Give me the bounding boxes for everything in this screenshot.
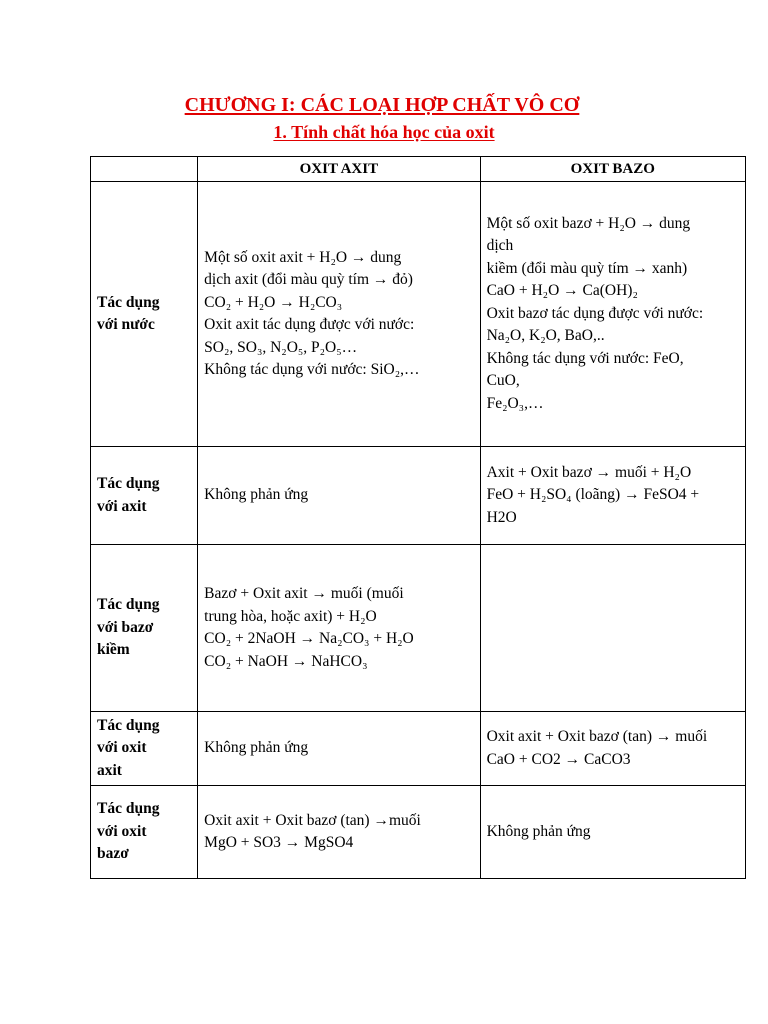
basic-oxide-cell-line: kiềm (đổi màu quỳ tím → xanh) [486,259,688,277]
basic-oxide-cell-line: Oxit axit + Oxit bazơ (tan) → muối [486,728,708,745]
acidic-oxide-cell-line: Không tác dụng với nước: SiO₂,… [204,361,420,378]
row-label-line: Tác dụng [97,293,160,311]
acidic-oxide-cell-line: Oxit axit + Oxit bazơ (tan) →muối [204,811,421,829]
acidic-oxide-cell-line: MgO + SO3 → MgSO4 [204,834,354,851]
acidic-oxide-cell-line: Bazơ + Oxit axit → muối (muối [204,585,404,602]
acidic-oxide-cell-line: CO₂ + NaOH → NaHCO₃ [204,652,368,670]
acidic-oxide-cell-line: CO₂ + 2NaOH → Na₂CO₃ + H₂O [204,630,414,647]
basic-oxide-cell-line: Một số oxit bazơ + H₂O → dung [486,214,691,232]
basic-oxide-cell-line: dịch [486,237,514,255]
row-with-acid [91,447,746,545]
acidic-oxide-cell-line: Không phản ứng [204,739,309,757]
acidic-oxide-cell [198,712,480,786]
basic-oxide-cell-line: Fe₂O₃,… [486,394,544,412]
row-label-line: với nước [97,316,155,333]
basic-oxide-cell-line: Axit + Oxit bazơ → muối + H₂O [486,463,692,481]
row-label-line: bazơ [97,845,129,863]
row-label-line: axit [97,761,122,779]
row-label-line: với oxit [97,822,147,840]
acidic-oxide-cell-line: Một số oxit axit + H₂O → dung [204,248,402,266]
table-body [91,182,746,879]
row-with-alkali [91,545,746,712]
basic-oxide-cell-line: CaO + CO2 → CaCO3 [486,750,631,768]
row-label-line: Tác dụng [97,800,160,818]
row-label-line: với oxit [97,739,147,757]
row-label-line: kiềm [97,641,130,659]
row-label-line: Tác dụng [97,475,160,492]
basic-oxide-cell-line: Na₂O, K₂O, BaO,.. [486,327,605,345]
header-basic-oxide: OXIT BAZO [480,157,745,182]
acidic-oxide-cell-line: CO₂ + H₂O → H₂CO₃ [204,293,343,311]
acidic-oxide-cell-line: trung hòa, hoặc axit) + H₂O [204,607,377,625]
row-with-water [91,182,746,447]
row-label [91,447,198,545]
acidic-oxide-cell-line: SO₂, SO₃, N₂O₅, P₂O₅… [204,338,358,356]
basic-oxide-cell-line: Không tác dụng với nước: FeO, [486,349,684,367]
basic-oxide-cell [480,182,745,447]
row-label [91,712,198,786]
basic-oxide-cell [480,545,745,712]
basic-oxide-cell [480,786,745,879]
row-with-acidic-oxide [91,712,746,786]
acidic-oxide-cell [198,545,480,712]
row-label-line: Tác dụng [97,596,160,614]
section-title: 1. Tính chất hóa học của oxit [273,122,495,142]
row-label-line: Tác dụng [97,716,160,734]
acidic-oxide-cell [198,447,480,545]
row-with-basic-oxide [91,786,746,879]
basic-oxide-cell [480,447,745,545]
basic-oxide-cell-line: Oxit bazơ tác dụng được với nước: [486,304,704,322]
basic-oxide-cell [480,712,745,786]
header-acidic-oxide: OXIT AXIT [198,157,480,182]
acidic-oxide-cell [198,786,480,879]
basic-oxide-cell-line: FeO + H₂SO₄ (loãng) → FeSO4 + [486,486,700,504]
row-label [91,786,198,879]
row-label-line: với axit [97,497,147,515]
acidic-oxide-cell-line: Không phản ứng [204,486,309,504]
oxide-properties-table [90,156,746,879]
basic-oxide-cell-line: Không phản ứng [486,822,591,840]
chapter-title-wrap [0,94,768,117]
section-title-wrap [0,122,768,143]
basic-oxide-cell-line: CaO + H₂O → Ca(OH)₂ [486,282,638,300]
basic-oxide-cell-line: CuO, [486,372,520,390]
row-label-line: với bazơ [97,618,154,636]
header-empty [91,157,198,182]
basic-oxide-cell-line: H2O [486,508,517,526]
acidic-oxide-cell [198,182,480,447]
chapter-title: CHƯƠNG I: CÁC LOẠI HỢP CHẤT VÔ CƠ [184,94,580,116]
acidic-oxide-cell-line: dịch axit (đổi màu quỳ tím → đỏ) [204,271,413,288]
table-header-row [91,157,746,182]
row-label [91,182,198,447]
row-label [91,545,198,712]
acidic-oxide-cell-line: Oxit axit tác dụng được với nước: [204,316,415,333]
